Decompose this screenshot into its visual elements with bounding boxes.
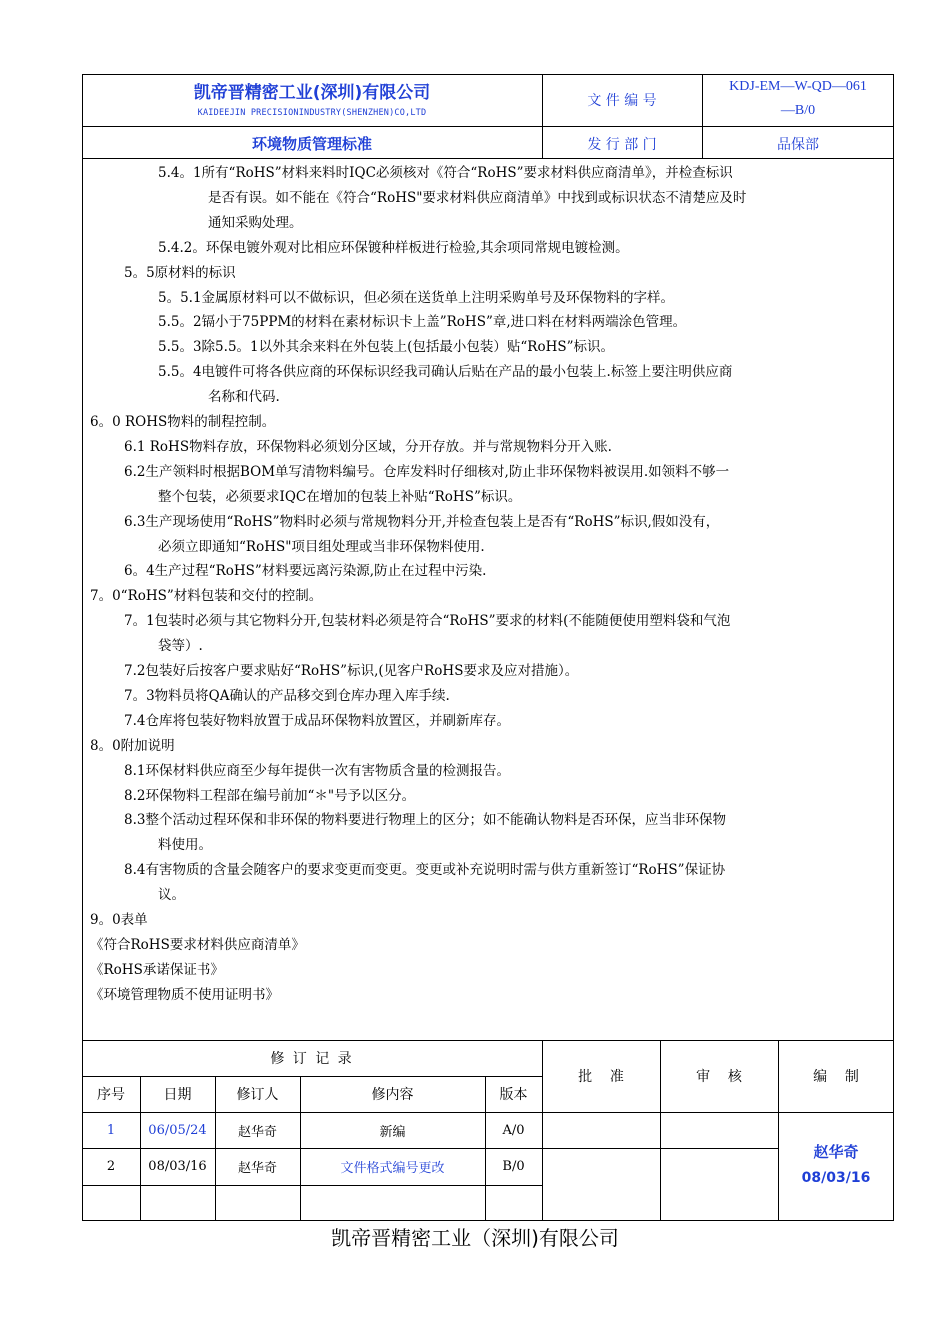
rev-row1-version: A/0 [502, 1122, 525, 1138]
body-line: 8.1环保材料供应商至少每年提供一次有害物质含量的检测报告。 [124, 762, 510, 779]
doc-no-value-line1: KDJ-EM—W-QD—061 [729, 79, 867, 94]
rev-row1-date: 06/05/24 [148, 1122, 207, 1138]
rev-row2-version: B/0 [502, 1159, 525, 1174]
body-line: 6.2生产领料时根据BOM单写清物料编号。仓库发料时仔细核对,防止非环保物料被误用.如领料不够一 [124, 463, 730, 480]
body-line: 7。1包装时必须与其它物料分开,包装材料必须是符合“RoHS”要求的材料(不能随便使用塑料袋和气泡 [124, 613, 731, 630]
revision-row2-line [82, 1185, 542, 1186]
body-line: 是否有误。如不能在《符合“RoHS"要求材料供应商清单》中找到或标识状态不清楚应及时 [208, 189, 747, 206]
body-line: 5.5。4电镀件可将各供应商的环保标识经我司确认后贴在产品的最小包装上.标签上要注明供应商 [158, 364, 733, 381]
body-line: 《RoHS承诺保证书》 [90, 961, 224, 978]
rev-row1-content: 新编 [379, 1124, 406, 1140]
footer-company: 凯帝晋精密工业（深圳)有限公司 [331, 1226, 619, 1250]
body-line: 7。3物料员将QA确认的产品移交到仓库办理入库手续. [124, 687, 450, 704]
body-line: 议。 [158, 887, 185, 904]
header-bottom-line [82, 158, 894, 159]
body-line: 必须立即通知“RoHS"项目组处理或当非环保物料使用. [158, 538, 485, 555]
body-line: 8。0附加说明 [90, 737, 175, 754]
rev-row1-no: 1 [106, 1122, 116, 1138]
body-line: 袋等）. [158, 638, 203, 655]
body-line: 7。0“RoHS”材料包装和交付的控制。 [90, 588, 323, 605]
body-line: 通知采购处理。 [208, 214, 303, 231]
review-label: 审 核 [696, 1069, 742, 1085]
rev-row2-no: 2 [106, 1159, 116, 1174]
body-line: 5。5原材料的标识 [124, 264, 236, 281]
rev-header-no: 序号 [97, 1087, 125, 1103]
rev-header-date: 日期 [163, 1087, 192, 1103]
compiler-name: 赵华奇 [813, 1143, 859, 1161]
body-line: 7.2包装好后按客户要求贴好“RoHS”标识,(见客户RoHS要求及应对措施）。 [124, 663, 579, 679]
body-line: 8.2环保物料工程部在编号前加“＊"号予以区分。 [124, 787, 416, 804]
compiler-date: 08/03/16 [801, 1170, 871, 1186]
rev-header-content: 修内容 [371, 1087, 414, 1103]
body-line: 5.4。1所有“RoHS”材料来料时IQC必须核对《符合“RoHS”要求材料供应商清单》，并检查标识 [158, 165, 733, 181]
body-line: 8.4有害物质的含量会随客户的要求变更而变更。变更或补充说明时需与供方重新签订“RoHS”保证协 [124, 862, 726, 879]
company-name-cn: 凯帝晋精密工业(深圳)有限公司 [193, 83, 431, 103]
body-line: 7.4仓库将包装好物料放置于成品环保物料放置区，并刷新库存。 [124, 712, 510, 729]
body-line: 5.4.2。环保电镀外观对比相应环保镀种样板进行检验,其余项同常规电镀检测。 [158, 239, 629, 256]
rev-header-person: 修订人 [236, 1087, 279, 1103]
body-line: 5。5.1金属原材料可以不做标识，但必须在送货单上注明采购单号及环保物料的字样。 [158, 289, 675, 306]
header-divider [82, 126, 894, 127]
body-line: 《符合RoHS要求材料供应商清单》 [90, 936, 305, 953]
doc-no-label: 文 件 编 号 [587, 93, 657, 109]
body-line: 6.1 RoHS物料存放，环保物料必须划分区域，分开存放。并与常规物料分开入账. [124, 438, 612, 455]
rev-row2-person: 赵华奇 [237, 1161, 277, 1176]
doc-no-value-line2: —B/0 [780, 103, 816, 118]
body-line: 6。4生产过程“RoHS”材料要远离污染源,防止在过程中污染. [124, 563, 487, 580]
rev-header-version: 版本 [499, 1087, 528, 1103]
body-line: 5.5。3除5.5。1以外其余来料在外包装上(包括最小包装）贴“RoHS”标识。 [158, 339, 614, 356]
rev-row2-content: 文件格式编号更改 [340, 1161, 445, 1176]
rev-row1-person: 赵华奇 [237, 1124, 277, 1140]
body-line: 8.3整个活动过程环保和非环保的物料要进行物理上的区分；如不能确认物料是否环保，应当非环保物 [124, 812, 726, 829]
compile-label: 编 制 [813, 1069, 859, 1085]
body-line: 《环境管理物质不使用证明书》 [90, 986, 279, 1003]
body-line: 6。0 ROHS物料的制程控制。 [90, 414, 276, 430]
body-line: 整个包装，必须要求IQC在增加的包装上补贴“RoHS”标识。 [158, 488, 522, 505]
body-line: 5.5。2镉小于75PPM的材料在素材标识卡上盖”RoHS”章,进口料在材料两端涂色管理。 [158, 314, 687, 331]
dept-value: 品保部 [777, 137, 819, 153]
revision-title: 修 订 记 录 [270, 1051, 354, 1067]
approve-label: 批 准 [578, 1069, 624, 1085]
dept-label: 发 行 部 门 [587, 137, 657, 153]
body-line: 6.3生产现场使用“RoHS”物料时必须与常规物料分开,并检查包装上是否有“RoHS”标识,假如没有， [124, 513, 720, 530]
rev-row2-date: 08/03/16 [148, 1159, 207, 1174]
doc-title: 环境物质管理标准 [251, 135, 372, 153]
company-name-en: KAIDEEJIN PRECISIONINDUSTRY(SHENZHEN)CO,LTD [197, 108, 427, 118]
body-line: 名称和代码. [208, 389, 280, 406]
body-line: 9。0表单 [90, 912, 148, 928]
body-line: 料使用。 [158, 837, 212, 854]
